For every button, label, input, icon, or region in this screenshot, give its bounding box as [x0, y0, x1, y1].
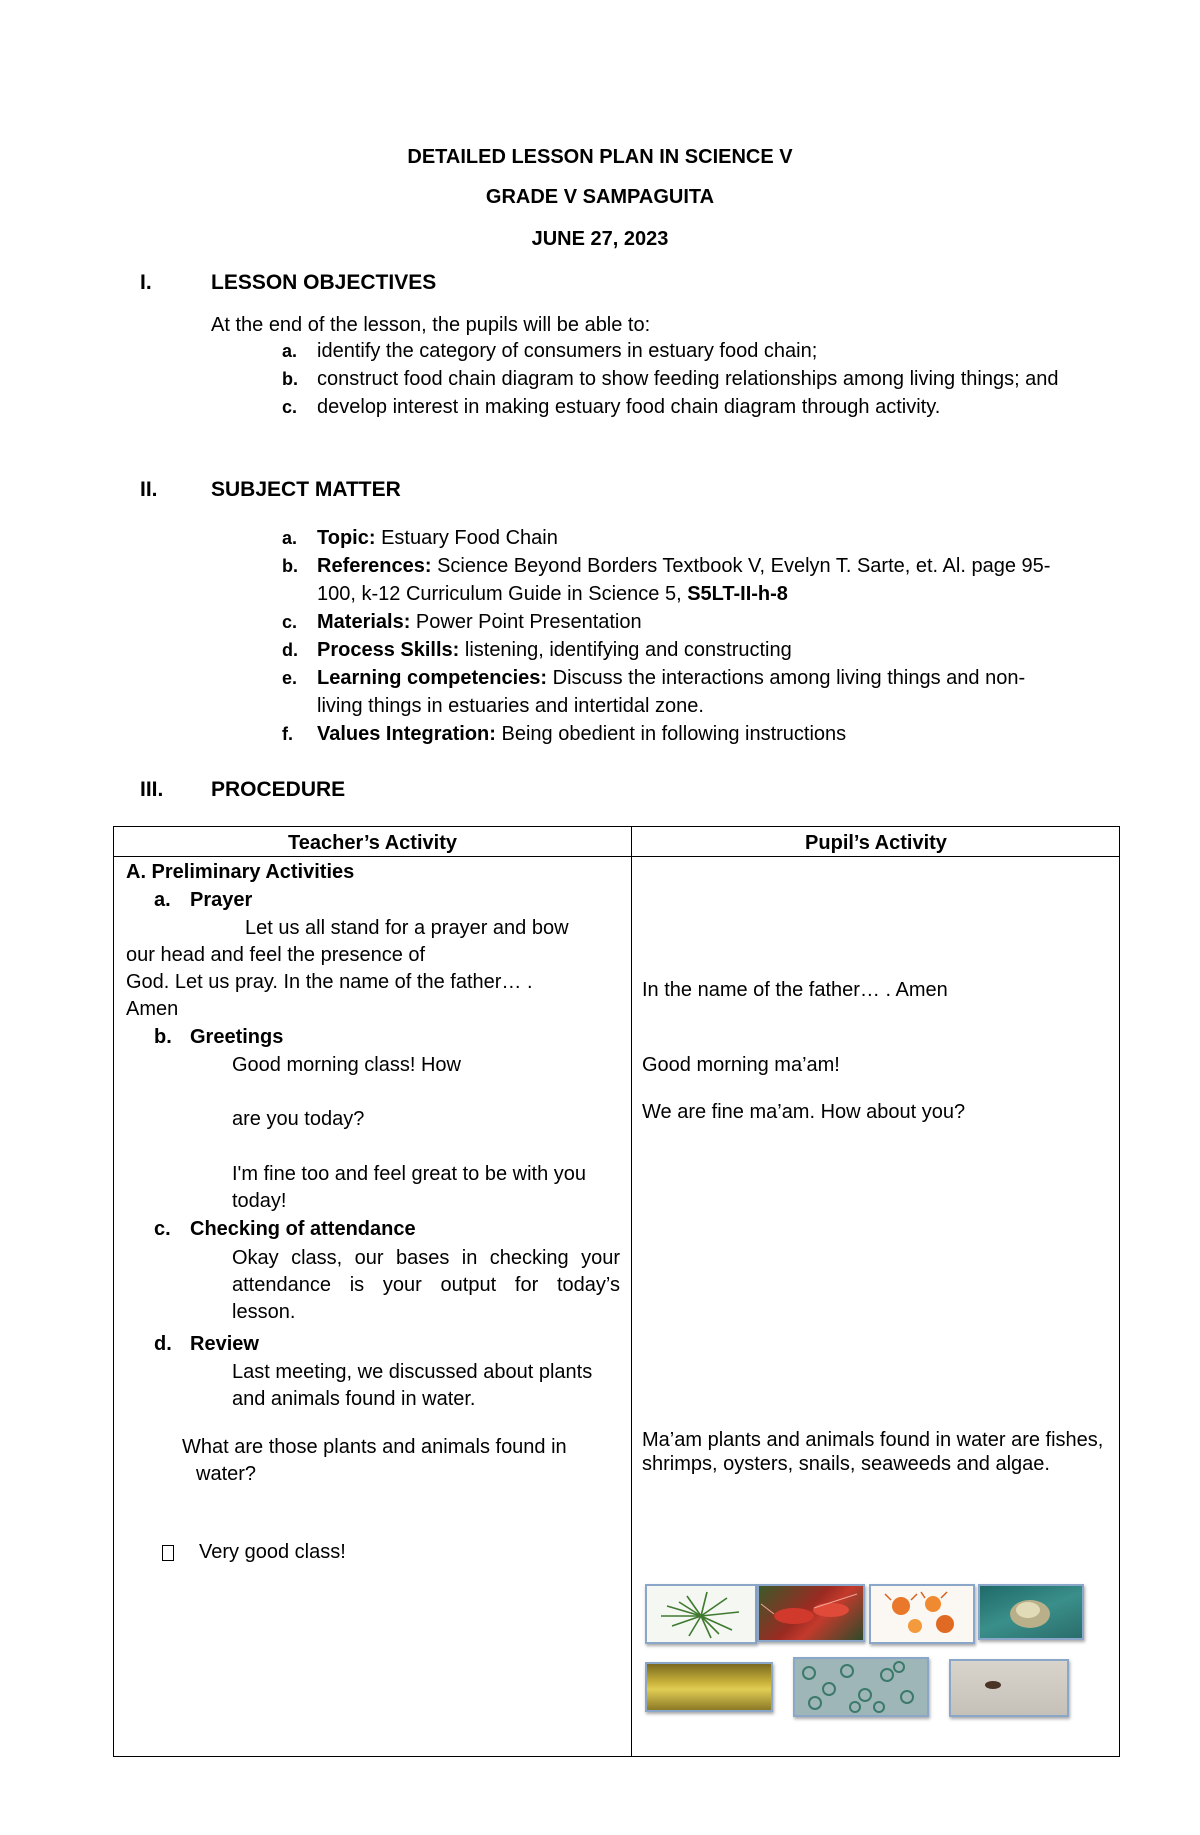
- item-label: Values Integration:: [317, 723, 496, 745]
- plankton-image: [793, 1657, 929, 1717]
- algae-image: [645, 1662, 773, 1712]
- list-item: [282, 608, 1052, 636]
- attendance-marker: c.: [154, 1218, 171, 1240]
- column-divider: [631, 827, 632, 1756]
- section-title: LESSON OBJECTIVES: [211, 271, 437, 294]
- section-number: III.: [140, 778, 164, 801]
- pupil-prayer-response: In the name of the father… . Amen: [642, 979, 948, 1001]
- objectives-intro: At the end of the lesson, the pupils will be able to:: [211, 314, 651, 336]
- crabs-image: [869, 1584, 975, 1644]
- date-line: JUNE 27, 2023: [531, 228, 669, 250]
- greeting-line: Good morning class! How: [232, 1054, 461, 1076]
- item-label: Process Skills:: [317, 639, 460, 661]
- list-item: [282, 636, 1052, 664]
- seaweed-image: [645, 1584, 757, 1644]
- grade-section-line: GRADE V SAMPAGUITA: [485, 186, 715, 208]
- prayer-line: Amen: [126, 998, 179, 1020]
- list-item: [282, 664, 1052, 720]
- list-marker: b.: [282, 556, 298, 576]
- snail-image: [949, 1659, 1069, 1717]
- curriculum-code: S5LT-II-h-8: [687, 583, 788, 605]
- document-title: DETAILED LESSON PLAN IN SCIENCE V: [407, 146, 793, 168]
- review-heading: Review: [190, 1333, 259, 1355]
- greeting-line: I'm fine too and feel great to be with you: [232, 1163, 587, 1185]
- oyster-image: [978, 1584, 1084, 1640]
- section-title: SUBJECT MATTER: [211, 478, 401, 501]
- item-text: Discuss the interactions among living things and non-living things in estuaries and intertidal zone.: [317, 667, 1026, 717]
- prayer-line: Let us all stand for a prayer and bow: [245, 917, 569, 939]
- section-heading-procedure: [140, 775, 345, 804]
- praise-text: Very good class!: [199, 1541, 346, 1563]
- list-marker: b.: [282, 369, 298, 389]
- subject-matter-list: [282, 524, 1052, 748]
- review-text: Last meeting, we discussed about plants and animals found in water.: [232, 1361, 593, 1410]
- prayer-line: our head and feel the presence of: [126, 944, 426, 966]
- greetings-marker: b.: [154, 1026, 172, 1048]
- objectives-list: [282, 337, 1082, 421]
- list-marker: e.: [282, 668, 298, 688]
- list-item: [282, 552, 1052, 608]
- list-item-text: develop interest in making estuary food chain diagram through activity.: [317, 396, 941, 418]
- item-text: Being obedient in following instructions: [495, 723, 847, 745]
- item-label: Learning competencies:: [317, 667, 548, 689]
- prayer-line: God. Let us pray. In the name of the father… .: [126, 971, 533, 993]
- item-label: References:: [317, 555, 432, 577]
- greeting-line: are you today?: [232, 1108, 365, 1130]
- section-title: PROCEDURE: [211, 778, 346, 801]
- shrimp-image: [757, 1584, 865, 1642]
- greetings-heading: Greetings: [190, 1026, 284, 1048]
- list-item: [282, 337, 1082, 365]
- attendance-text: Okay class, our bases in checking your attendance is your output for today’s lesson.: [232, 1247, 620, 1323]
- review-question: water?: [196, 1463, 257, 1485]
- teacher-column-header: Teacher’s Activity: [288, 832, 457, 854]
- section-number: II.: [140, 478, 158, 501]
- item-label: Materials:: [317, 611, 411, 633]
- list-marker: c.: [282, 397, 298, 417]
- greeting-line: today!: [232, 1190, 287, 1212]
- list-marker: c.: [282, 612, 298, 632]
- item-text: Power Point Presentation: [410, 611, 642, 633]
- attendance-heading: Checking of attendance: [190, 1218, 416, 1240]
- item-text: Estuary Food Chain: [375, 527, 558, 549]
- list-item: [282, 524, 1052, 552]
- section-heading-subject-matter: [140, 475, 401, 504]
- pupil-column-header: Pupil’s Activity: [805, 832, 947, 854]
- review-question: What are those plants and animals found in: [182, 1436, 567, 1458]
- list-marker: f.: [282, 724, 293, 744]
- item-label: Topic:: [317, 527, 376, 549]
- prayer-marker: a.: [154, 889, 171, 911]
- list-item-text: construct food chain diagram to show feeding relationships among living things; and: [317, 368, 1059, 390]
- item-text: Science Beyond Borders Textbook V, Evelyn T. Sarte, et. Al. page 95- 100, k-12 Curriculum Guide in Science 5,: [317, 555, 1051, 605]
- item-text: listening, identifying and constructing: [459, 639, 792, 661]
- pupil-greeting-response: Good morning ma’am!: [642, 1054, 840, 1076]
- procedure-table: [113, 826, 1120, 1757]
- list-marker: d.: [282, 640, 298, 660]
- list-item: [282, 365, 1082, 393]
- preliminary-activities-heading: A. Preliminary Activities: [126, 861, 355, 883]
- pupil-greeting-response: We are fine ma’am. How about you?: [642, 1101, 966, 1123]
- list-marker: a.: [282, 341, 298, 361]
- section-heading-objectives: [140, 268, 436, 297]
- list-item: [282, 720, 1052, 748]
- prayer-heading: Prayer: [190, 889, 253, 911]
- square-bullet-icon: [162, 1545, 174, 1561]
- section-number: I.: [140, 271, 152, 294]
- list-item-text: identify the category of consumers in estuary food chain;: [317, 340, 818, 362]
- list-marker: a.: [282, 528, 298, 548]
- pupil-review-answer: Ma’am plants and animals found in water are fishes, shrimps, oysters, snails, seaweeds and algae.: [642, 1429, 1104, 1475]
- list-item: [282, 393, 1082, 421]
- review-marker: d.: [154, 1333, 172, 1355]
